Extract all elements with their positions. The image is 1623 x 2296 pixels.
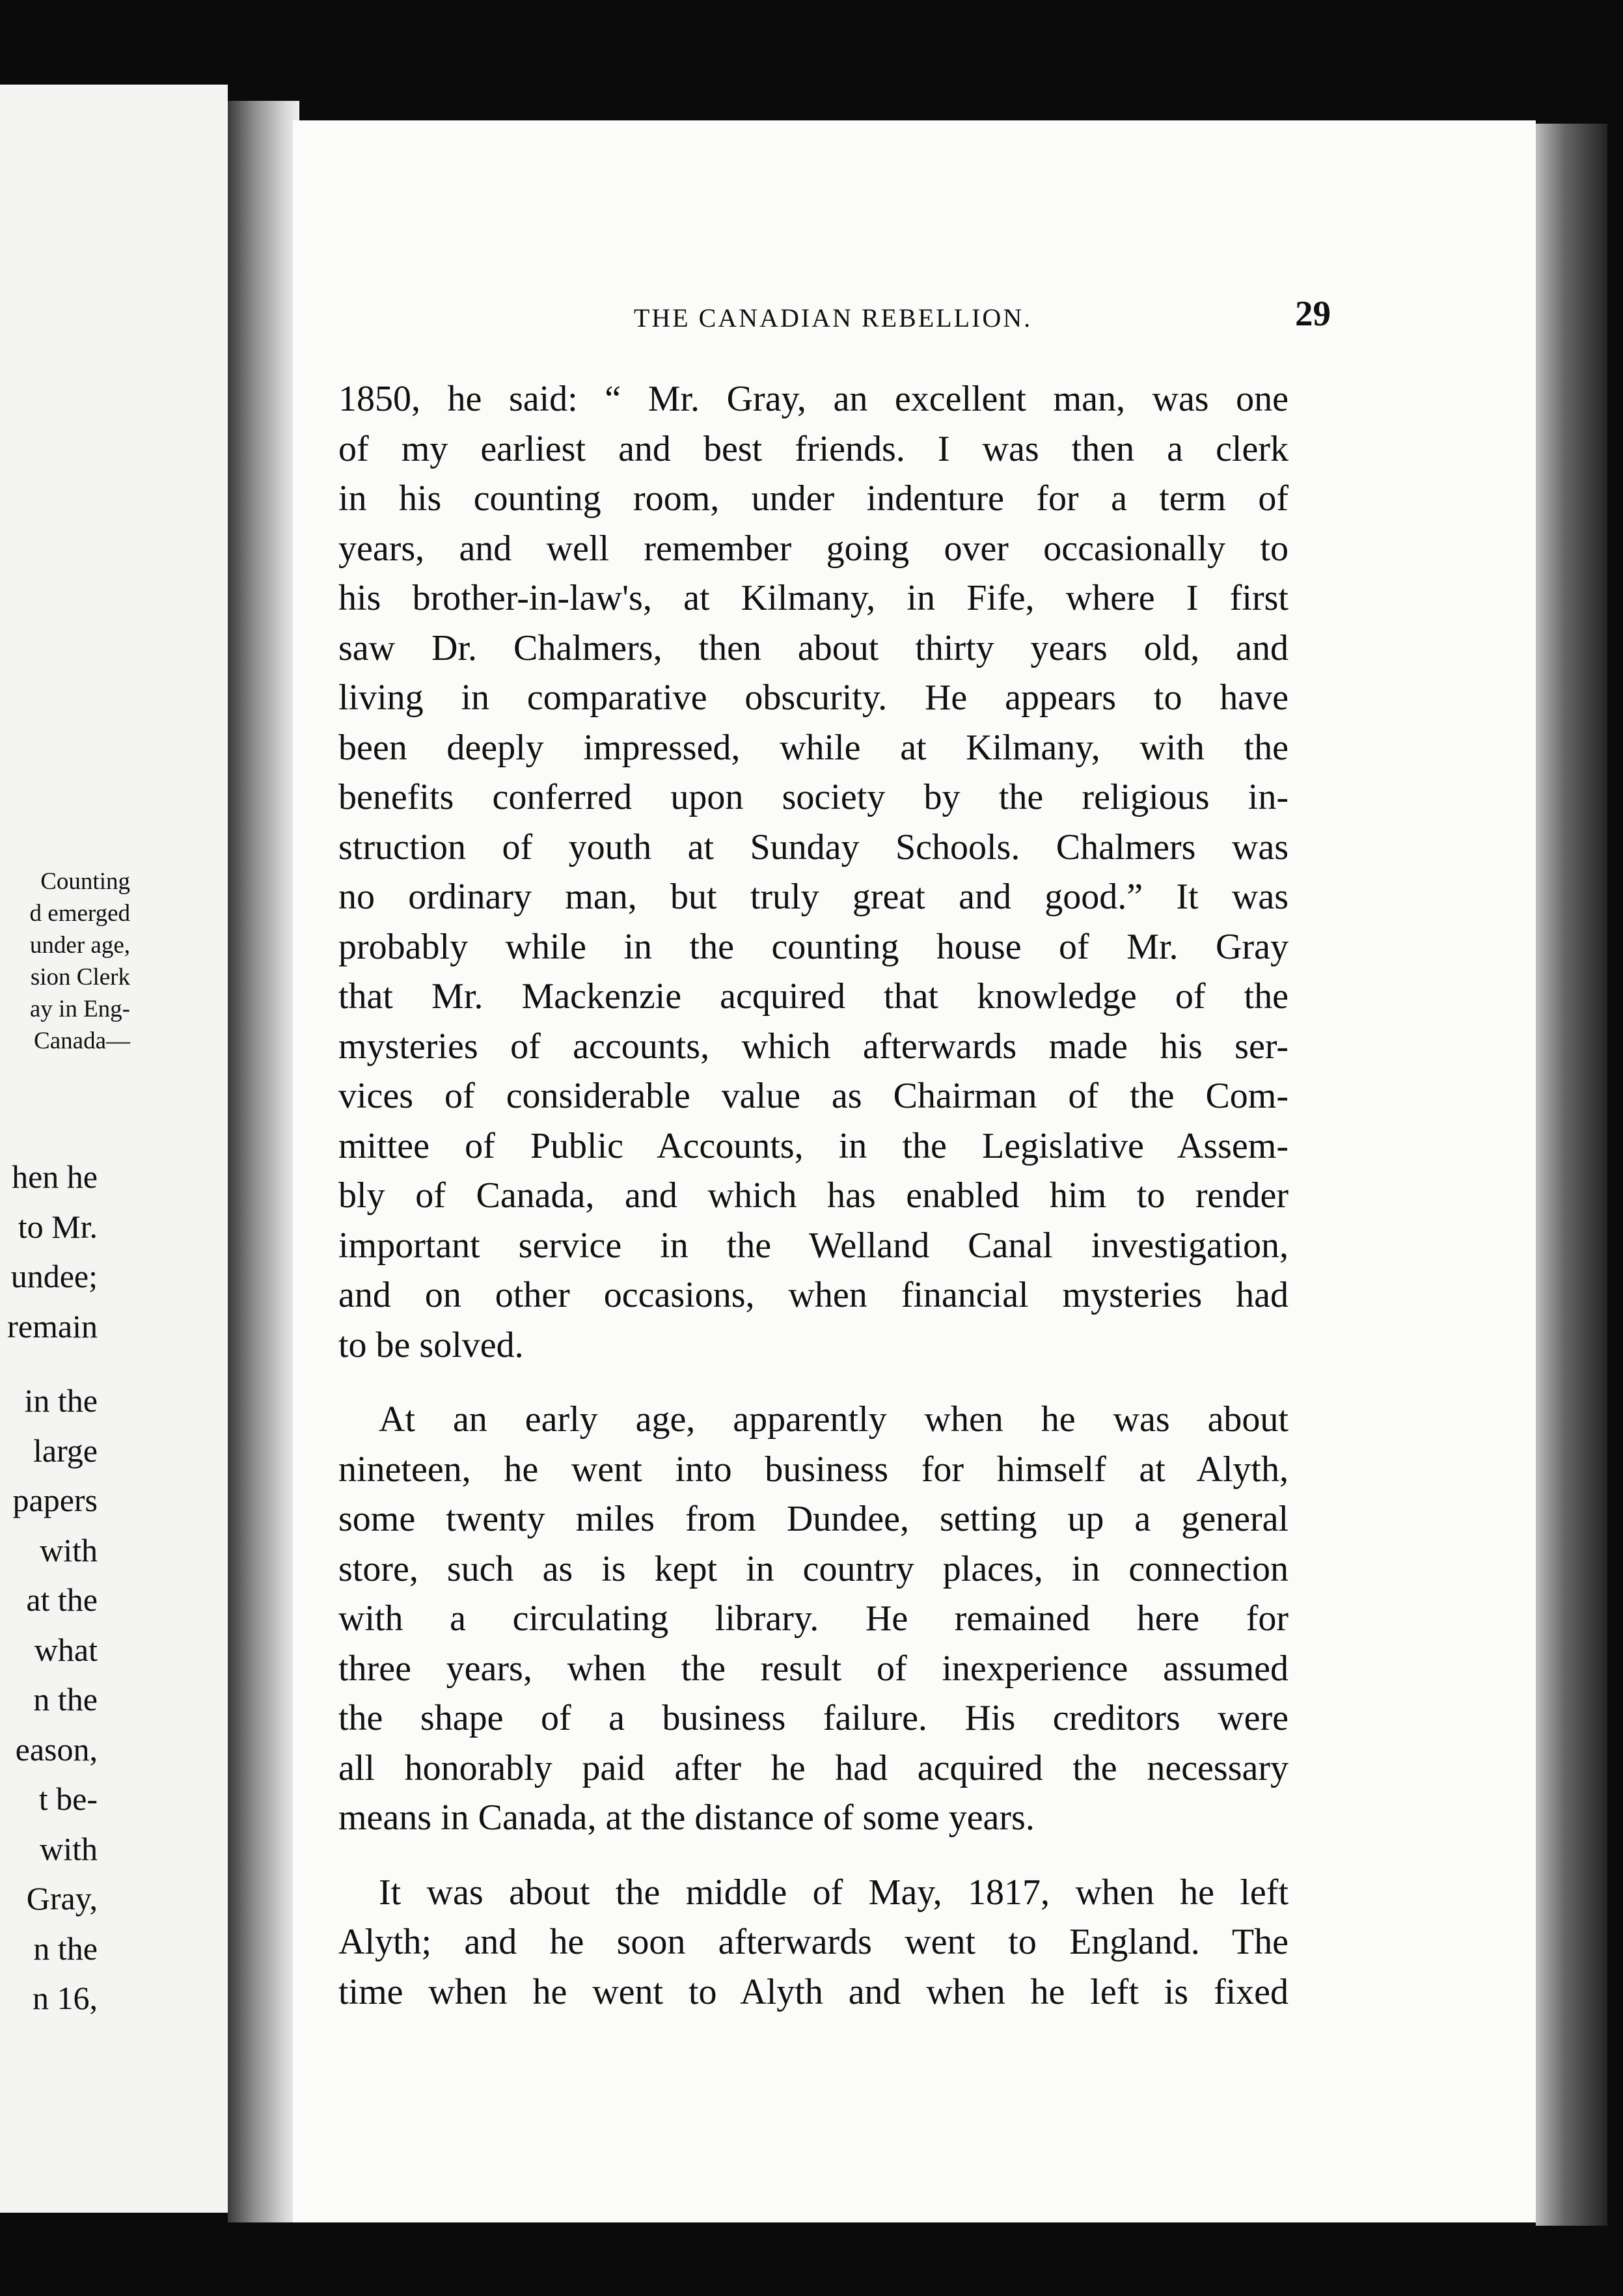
left-line: n the (33, 1681, 98, 1717)
left-body-fragments (0, 1152, 98, 2023)
text-line: mittee of Public Accounts, in the Legislative Assem- (338, 1125, 1289, 1166)
side-note-line: Counting (40, 868, 130, 895)
side-note-line: ay in Eng- (29, 996, 130, 1022)
side-note-line: sion Clerk (30, 964, 130, 991)
page-edge-shadow (1536, 124, 1607, 2226)
left-line: to Mr. (18, 1208, 98, 1245)
left-line: papers (12, 1482, 98, 1518)
text-line: time when he went to Alyth and when he left is fixed (338, 1971, 1289, 2012)
text-line: no ordinary man, but truly great and good.” It was (338, 877, 1289, 917)
text-line: his brother-in-law's, at Kilmany, in Fife, where I first (338, 578, 1289, 618)
text-line: mysteries of accounts, which afterwards made his ser- (338, 1026, 1289, 1067)
left-line: n the (33, 1930, 98, 1967)
paragraph-1 (338, 374, 1289, 1370)
paragraph-3 (338, 1868, 1289, 2017)
text-line: benefits conferred upon society by the religious in- (338, 777, 1289, 817)
running-head: THE CANADIAN REBELLION. (633, 303, 1033, 333)
text-line: vices of considerable value as Chairman of the Com- (338, 1076, 1289, 1116)
text-line: to be solved. (338, 1324, 524, 1365)
paragraph-2 (338, 1395, 1289, 1843)
page-number: 29 (1295, 294, 1331, 333)
left-line: n 16, (33, 1980, 98, 2016)
text-line: Alyth; and he soon afterwards went to England. The (338, 1922, 1289, 1962)
left-line: hen he (12, 1158, 98, 1195)
left-line: what (34, 1631, 98, 1668)
left-line: in the (24, 1382, 98, 1419)
text-line: been deeply impressed, while at Kilmany, with the (338, 727, 1289, 768)
text-line: At an early age, apparently when he was about (379, 1399, 1289, 1440)
text-line: of my earliest and best friends. I was then a clerk (338, 428, 1289, 469)
left-line: at the (26, 1581, 98, 1618)
text-line: three years, when the result of inexperience assumed (338, 1648, 1289, 1689)
left-line: with (40, 1830, 98, 1867)
text-line: probably while in the counting house of Mr. Gray (338, 926, 1289, 967)
text-line: with a circulating library. He remained here for (338, 1598, 1289, 1639)
text-line: saw Dr. Chalmers, then about thirty years old, and (338, 627, 1289, 668)
text-line: living in comparative obscurity. He appears to have (338, 677, 1289, 718)
text-line: all honorably paid after he had acquired the necessary (338, 1747, 1289, 1788)
text-line: bly of Canada, and which has enabled him to render (338, 1175, 1289, 1216)
left-line: Gray, (26, 1880, 98, 1917)
page-body (338, 374, 1289, 2017)
text-line: important service in the Welland Canal investigation, (338, 1225, 1289, 1266)
text-line: that Mr. Mackenzie acquired that knowledge of the (338, 976, 1289, 1017)
left-side-note (0, 866, 130, 1057)
text-line: some twenty miles from Dundee, setting up a general (338, 1499, 1289, 1539)
left-line: with (40, 1531, 98, 1568)
text-line: in his counting room, under indenture for a term of (338, 478, 1289, 519)
text-line: the shape of a business failure. His creditors were (338, 1698, 1289, 1738)
left-line: eason, (15, 1730, 98, 1768)
book-gutter-shadow (228, 101, 299, 2222)
left-line: large (33, 1432, 98, 1469)
left-page (0, 85, 228, 2213)
text-line: store, such as is kept in country places, in connection (338, 1548, 1289, 1589)
left-line: t be- (38, 1781, 98, 1817)
text-line: 1850, he said: “ Mr. Gray, an excellent man, was one (338, 379, 1289, 419)
text-line: struction of youth at Sunday Schools. Chalmers was (338, 827, 1289, 868)
left-line: undee; (10, 1258, 98, 1294)
text-line: nineteen, he went into business for himself at Alyth, (338, 1449, 1289, 1490)
side-note-line: Canada— (34, 1028, 130, 1054)
text-line: years, and well remember going over occasionally to (338, 528, 1289, 569)
text-line: means in Canada, at the distance of some years. (338, 1797, 1035, 1838)
side-note-line: d emerged (29, 900, 130, 927)
side-note-line: under age, (29, 932, 130, 959)
text-line: It was about the middle of May, 1817, when he left (379, 1872, 1289, 1913)
text-line: and on other occasions, when financial mysteries had (338, 1275, 1289, 1315)
left-line: remain (7, 1307, 98, 1345)
